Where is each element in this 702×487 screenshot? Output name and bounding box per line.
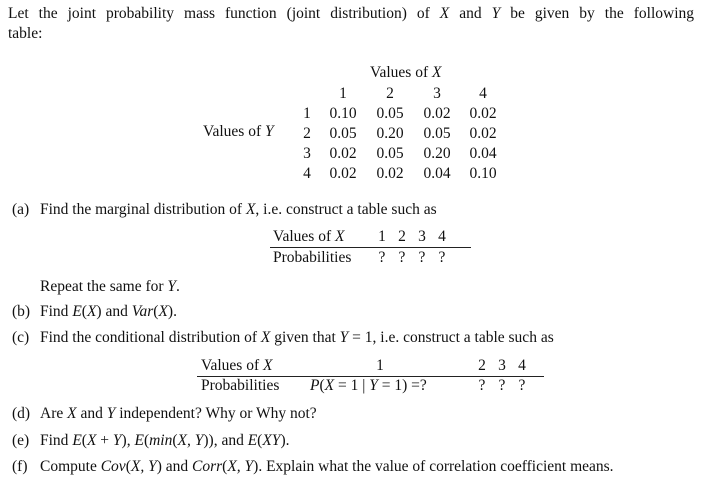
text-segment: ) and — [156, 458, 192, 475]
part-d-label: (d) — [12, 405, 31, 422]
y-value-label: 4 — [303, 165, 311, 182]
math-symbol: Cov — [100, 458, 126, 475]
x-value-header: 2 — [386, 85, 394, 102]
probability-cell: 0.02 — [469, 105, 497, 122]
probability-cell: 0.10 — [469, 165, 497, 182]
text-segment: ( — [257, 432, 263, 449]
probability-cell: ? — [498, 377, 506, 394]
math-symbol: Var — [131, 303, 154, 320]
math-symbol: min — [149, 432, 173, 449]
x-value-header: 4 — [438, 228, 446, 245]
probability-cell: 0.05 — [376, 105, 404, 122]
text-segment: = 1 | — [334, 377, 370, 394]
math-symbol: X — [260, 329, 271, 346]
math-symbol: X — [324, 377, 335, 394]
text-segment: ( — [153, 303, 159, 320]
text-segment: = 1) =? — [377, 377, 427, 394]
y-value-label: 3 — [303, 145, 311, 162]
y-values-header — [203, 123, 274, 141]
table-rule — [270, 247, 471, 248]
math-symbol: X — [158, 303, 168, 320]
text-segment: ( — [81, 303, 87, 320]
text-segment: ( — [222, 458, 228, 475]
x-value-header: 4 — [479, 85, 487, 102]
text-segment: ), — [121, 432, 135, 449]
text-segment: ( — [319, 377, 325, 394]
math-symbol: X — [263, 357, 273, 374]
text-segment: ( — [143, 432, 150, 449]
text-segment: ( — [172, 432, 178, 449]
math-symbol: Y — [339, 329, 349, 346]
x-value-header: 4 — [518, 357, 526, 374]
math-symbol: E — [72, 432, 82, 449]
x-value-header: 3 — [498, 357, 506, 374]
text-segment: ( — [81, 432, 87, 449]
probability-cell: 0.02 — [376, 165, 404, 182]
part-f-label: (f) — [12, 458, 28, 475]
text-segment: Find — [40, 303, 73, 320]
part-a-text — [40, 201, 437, 219]
text-segment: )), and — [203, 432, 248, 449]
probability-cell: 0.05 — [376, 145, 404, 162]
probability-cell: 0.05 — [329, 125, 357, 142]
x-value-header: 3 — [418, 228, 426, 245]
x-value-header: 3 — [433, 85, 441, 102]
x-value-header: 1 — [339, 85, 347, 102]
x-values-header — [370, 64, 441, 82]
text-segment: independent? Why or Why not? — [115, 405, 317, 422]
probability-cell: 0.04 — [469, 145, 497, 162]
part-a-label: (a) — [12, 201, 30, 218]
text-segment: Are — [40, 405, 68, 422]
probability-cell: 0.04 — [423, 165, 451, 182]
repeat-text — [40, 278, 180, 296]
math-symbol: P — [310, 377, 320, 394]
text-segment: Values of — [203, 123, 265, 140]
probability-cell: ? — [518, 377, 526, 394]
math-symbol: XY — [262, 432, 281, 449]
text-segment: Let the joint probability mass function (joint distribution) of — [8, 5, 440, 22]
text-segment: Values of — [201, 357, 263, 374]
probability-cell: ? — [418, 249, 426, 266]
probability-cell: 0.05 — [423, 125, 451, 142]
part-d-text — [40, 405, 317, 423]
probability-cell: ? — [378, 249, 386, 266]
math-symbol: Y — [265, 123, 274, 140]
intro-text-line-1 — [8, 5, 694, 23]
intro-text-line-2 — [8, 25, 42, 43]
text-segment: ). — [167, 303, 177, 320]
probability-cell: ? — [438, 249, 446, 266]
text-segment: and — [449, 5, 492, 22]
marginal-prob-label: Probabilities — [273, 249, 352, 266]
part-e-text — [40, 432, 289, 450]
math-symbol: X — [67, 405, 77, 422]
part-f-text — [40, 458, 614, 476]
probability-cell: 0.10 — [329, 105, 357, 122]
text-segment: table: — [8, 25, 43, 42]
math-symbol: X, Y — [177, 432, 204, 449]
text-segment: ). — [280, 432, 290, 449]
probability-cell: 0.02 — [469, 125, 497, 142]
math-symbol: X — [432, 64, 442, 81]
probability-cell: 0.20 — [423, 145, 451, 162]
math-symbol: Corr — [192, 458, 223, 475]
text-segment: . — [176, 278, 180, 295]
probability-cell: ? — [478, 377, 486, 394]
text-segment: and — [76, 405, 107, 422]
probability-cell: 0.02 — [329, 145, 357, 162]
probability-cell: ? — [398, 249, 406, 266]
math-symbol: X — [86, 303, 97, 320]
text-segment: Find the conditional distribution of — [40, 329, 261, 346]
text-segment: Values of — [273, 228, 335, 245]
conditional-prob-label: Probabilities — [201, 377, 280, 394]
x-value-header: 2 — [398, 228, 406, 245]
text-segment: given that — [270, 329, 340, 346]
part-e-label: (e) — [12, 432, 30, 449]
y-value-label: 1 — [303, 105, 311, 122]
text-segment: + — [96, 432, 113, 449]
text-segment: Find the marginal distribution of — [40, 201, 246, 218]
math-symbol: E — [134, 432, 144, 449]
math-symbol: X — [86, 432, 97, 449]
math-symbol: Y — [106, 405, 116, 422]
probability-cell: 0.02 — [423, 105, 451, 122]
math-symbol: X — [439, 5, 450, 22]
text-segment: be given by the following — [500, 5, 695, 22]
x-value-header: 1 — [376, 357, 384, 374]
probability-cell: 0.20 — [376, 125, 404, 142]
text-segment: ( — [125, 458, 131, 475]
part-c-label: (c) — [12, 329, 30, 346]
math-symbol: X, Y — [130, 458, 157, 475]
math-symbol: X — [245, 201, 256, 218]
text-segment: Find — [40, 432, 73, 449]
text-segment: Repeat the same for — [40, 278, 168, 295]
text-segment: Compute — [40, 458, 101, 475]
part-b-label: (b) — [12, 303, 31, 320]
part-b-text — [40, 303, 177, 321]
math-symbol: Y — [112, 432, 122, 449]
text-segment: ) and — [96, 303, 132, 320]
math-symbol: Y — [491, 5, 501, 22]
part-c-text — [40, 329, 554, 347]
math-symbol: Y — [167, 278, 177, 295]
text-segment: Values of — [370, 64, 432, 81]
math-symbol: X, Y — [227, 458, 254, 475]
math-symbol: Y — [369, 377, 378, 394]
math-symbol: E — [72, 303, 82, 320]
text-segment: ). Explain what the value of correlation coefficient means. — [253, 458, 614, 475]
text-segment: , i.e. construct a table such as — [255, 201, 437, 218]
conditional-first-prob — [310, 377, 427, 395]
math-symbol: X — [335, 228, 345, 245]
math-symbol: E — [247, 432, 258, 449]
x-value-header: 2 — [478, 357, 486, 374]
probability-cell: 0.02 — [329, 165, 357, 182]
marginal-header — [273, 228, 344, 246]
y-value-label: 2 — [303, 125, 311, 142]
x-value-header: 1 — [378, 228, 386, 245]
conditional-header — [201, 357, 272, 375]
text-segment: = 1, i.e. construct a table such as — [348, 329, 554, 346]
